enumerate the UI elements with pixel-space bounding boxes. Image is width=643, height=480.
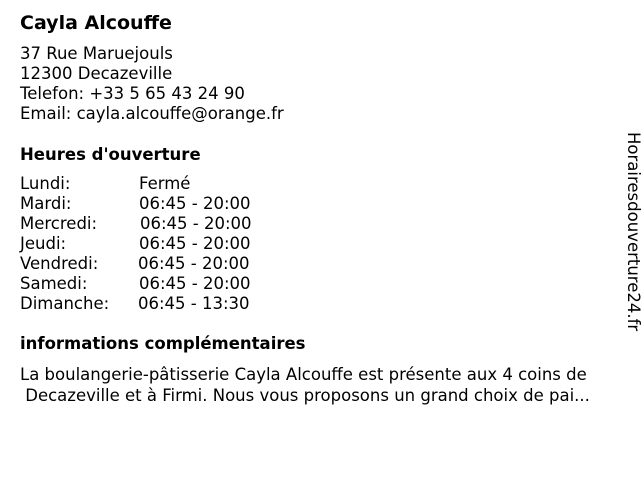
hours-row-vendredi <box>20 254 320 274</box>
opening-hours-heading: Heures d'ouverture <box>20 145 201 164</box>
business-contact <box>20 44 284 124</box>
hours-time: Fermé <box>139 174 191 193</box>
hours-time: 06:45 - 20:00 <box>139 274 251 293</box>
description-line: Decazeville et à Firmi. Nous vous proposons un grand choix de pai... <box>20 386 590 405</box>
hours-day: Mardi: <box>20 194 72 213</box>
email-address: Email: cayla.alcouffe@orange.fr <box>20 104 284 123</box>
hours-time: 06:45 - 20:00 <box>139 194 251 213</box>
address-city: 12300 Decazeville <box>20 64 173 83</box>
business-description <box>20 364 620 406</box>
hours-time: 06:45 - 20:00 <box>140 214 252 233</box>
hours-row-samedi <box>20 274 320 294</box>
hours-time: 06:45 - 20:00 <box>139 234 251 253</box>
hours-row-mercredi <box>20 214 320 234</box>
description-line: La boulangerie-pâtisserie Cayla Alcouffe est présente aux 4 coins de <box>20 365 587 384</box>
hours-day: Lundi: <box>20 174 71 193</box>
site-watermark: Horairesdouverture24.fr <box>624 132 643 332</box>
hours-time: 06:45 - 20:00 <box>138 254 250 273</box>
hours-row-lundi <box>20 174 320 194</box>
hours-row-jeudi <box>20 234 320 254</box>
hours-row-mardi <box>20 194 320 214</box>
phone-number: Telefon: +33 5 65 43 24 90 <box>20 84 245 103</box>
hours-day: Dimanche: <box>20 294 110 313</box>
business-name: Cayla Alcouffe <box>20 12 172 34</box>
additional-info-heading: informations complémentaires <box>20 334 306 353</box>
hours-row-dimanche <box>20 294 320 314</box>
hours-day: Jeudi: <box>20 234 67 253</box>
hours-day: Samedi: <box>20 274 88 293</box>
hours-day: Mercredi: <box>20 214 98 233</box>
address-street: 37 Rue Maruejouls <box>20 44 173 63</box>
opening-hours-list <box>20 174 320 314</box>
hours-day: Vendredi: <box>20 254 99 273</box>
hours-time: 06:45 - 13:30 <box>138 294 250 313</box>
